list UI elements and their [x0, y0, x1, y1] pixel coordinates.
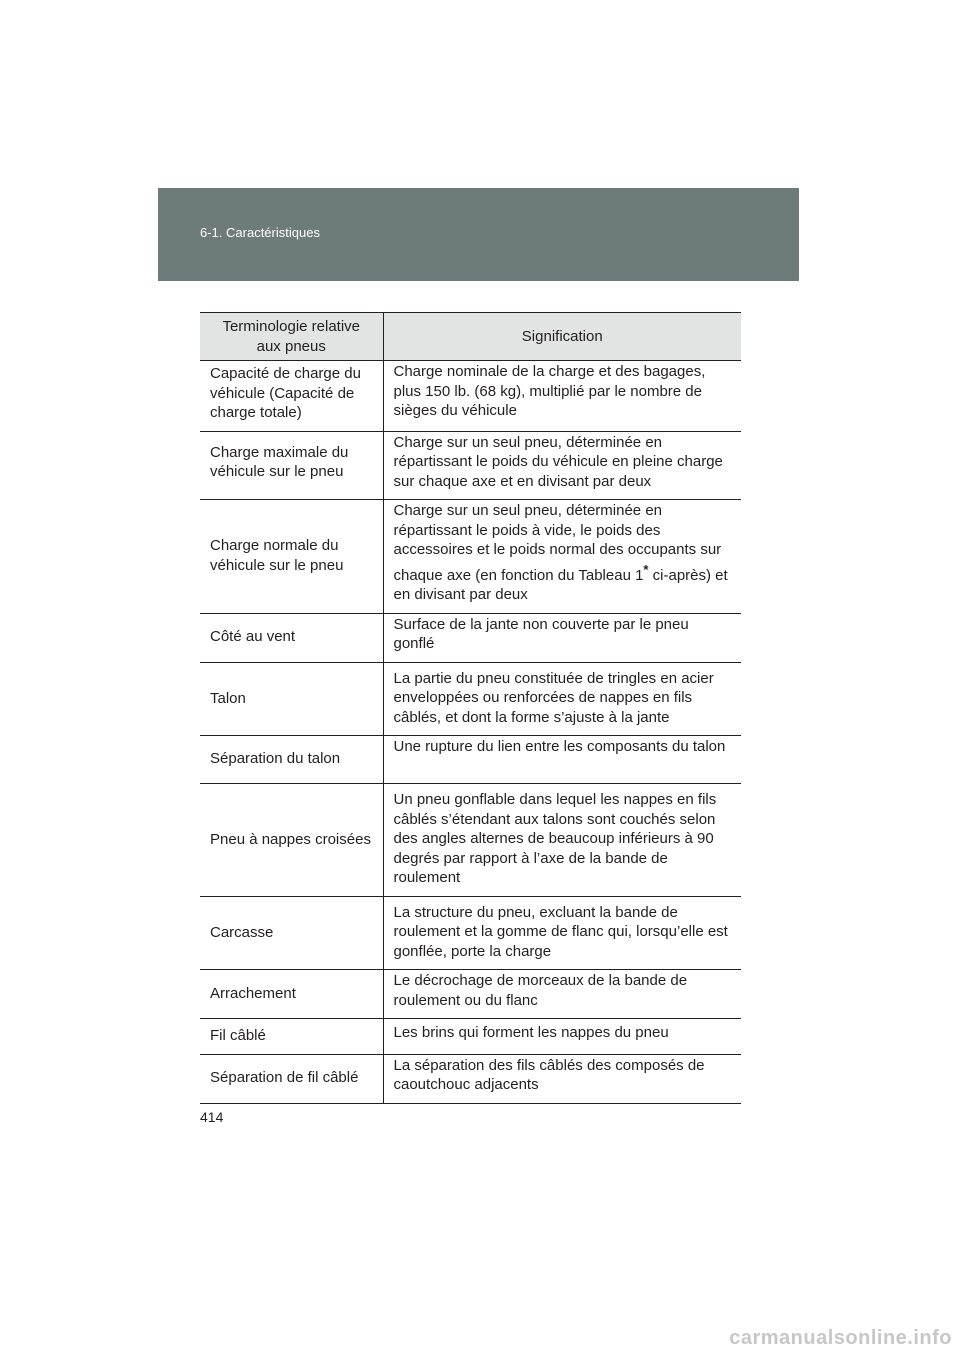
definition-cell: La structure du pneu, excluant la bande de roulement et la gomme de flanc qui, lorsqu’elle est gonflée, porte la charge — [383, 896, 741, 970]
table-row — [200, 784, 741, 897]
definition-cell: Une rupture du lien entre les composants du talon — [383, 736, 741, 784]
term-cell: Séparation de fil câblé — [200, 1054, 383, 1103]
table-row — [200, 361, 741, 432]
definition-cell: La séparation des fils câblés des composés de caoutchouc adjacents — [383, 1054, 741, 1103]
column-header-definition: Signification — [383, 313, 741, 361]
table-header-row — [200, 313, 741, 361]
table-row — [200, 500, 741, 614]
term-cell: Charge maximale du véhicule sur le pneu — [200, 431, 383, 500]
definition-cell: Les brins qui forment les nappes du pneu — [383, 1019, 741, 1055]
table-row — [200, 1019, 741, 1055]
column-header-term: Terminologie relative aux pneus — [200, 313, 383, 361]
definition-cell: Le décrochage de morceaux de la bande de roulement ou du flanc — [383, 970, 741, 1019]
term-cell: Côté au vent — [200, 613, 383, 662]
term-cell: Fil câblé — [200, 1019, 383, 1055]
tire-terminology-table — [200, 312, 741, 1104]
definition-cell: Charge sur un seul pneu, déterminée en répartissant le poids du véhicule en pleine charge sur chaque axe et en divisant par deux — [383, 431, 741, 500]
table-row — [200, 431, 741, 500]
term-cell: Pneu à nappes croisées — [200, 784, 383, 897]
section-title: 6-1. Caractéristiques — [200, 225, 320, 240]
term-cell: Arrachement — [200, 970, 383, 1019]
definition-cell: La partie du pneu constituée de tringles en acier enveloppées ou renforcées de nappes en fils câblés, et dont la forme s’ajuste à la jante — [383, 662, 741, 736]
table-row — [200, 970, 741, 1019]
term-cell: Talon — [200, 662, 383, 736]
definition-cell: Surface de la jante non couverte par le pneu gonflé — [383, 613, 741, 662]
table-row — [200, 736, 741, 784]
term-cell: Carcasse — [200, 896, 383, 970]
table-row — [200, 896, 741, 970]
table-row — [200, 613, 741, 662]
definition-cell: Un pneu gonflable dans lequel les nappes en fils câblés s’étendant aux talons sont couchés selon des angles alternes de beaucoup inférieurs à 90 degrés par rapport à l’axe de la bande de roulement — [383, 784, 741, 897]
term-cell: Séparation du talon — [200, 736, 383, 784]
definition-cell: Charge nominale de la charge et des bagages, plus 150 lb. (68 kg), multiplié par le nombre de sièges du véhicule — [383, 361, 741, 432]
table-row — [200, 662, 741, 736]
page-number: 414 — [200, 1109, 224, 1125]
term-cell: Charge normale du véhicule sur le pneu — [200, 500, 383, 614]
watermark: carmanualsonline.info — [729, 1327, 952, 1349]
table-row — [200, 1054, 741, 1103]
definition-cell: Charge sur un seul pneu, déterminée en répartissant le poids à vide, le poids des accessoires et le poids normal des occupants sur chaque axe (en fonction du Tableau 1* ci-après) et en divisant par deux — [383, 500, 741, 614]
term-cell: Capacité de charge du véhicule (Capacité de charge totale) — [200, 361, 383, 432]
section-header-bar — [158, 188, 799, 281]
